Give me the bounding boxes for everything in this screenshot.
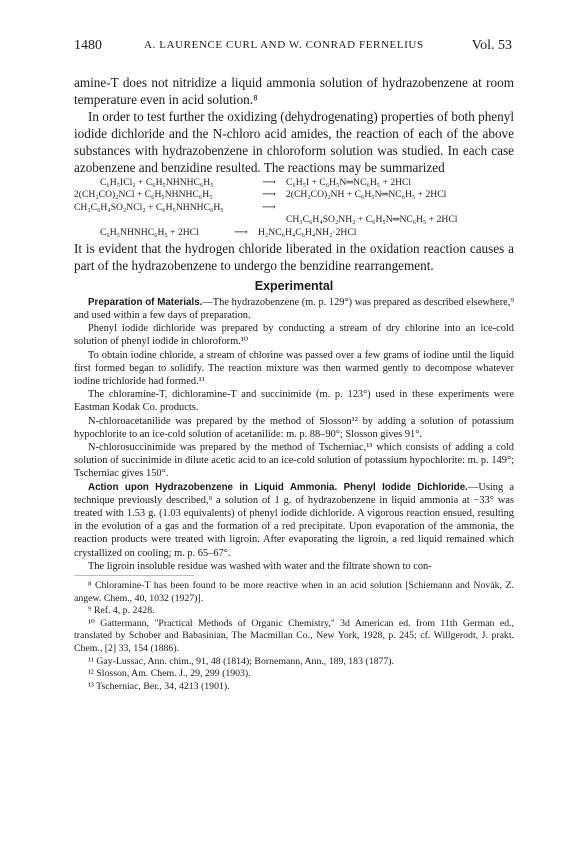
equation-row-3 — [74, 202, 514, 215]
phenyl-iodide-paragraph: Phenyl iodide dichloride was prepared by conducting a stream of dry chlorine into an ice-cold solution of phenyl iodide in chloroform.¹⁰ — [74, 323, 514, 348]
action-paragraph — [74, 481, 514, 560]
equation-row-2 — [74, 189, 514, 202]
conclusion-paragraph: It is evident that the hydrogen chloride liberated in the oxidation reaction causes a part of the hydrazobenzene to undergo the benzidine rearrangement. — [74, 240, 514, 273]
action-text: —Using a technique previously described,⁹ a solution of 1 g. of hydrazobenzene in liquid ammonia at −33° was treated with 1.53 g. (1.03 equivalents) of phenyl iodide dichloride. A vigorous reaction ensued, resulting in the evolution of a gas and the formation of a red precipitate. Upon evaporation of the ammonia, the reaction products were treated with ligroin. After evaporating the ligroin, a red liquid remained which crystallized on cooling; m. p. 65–67°. — [74, 481, 514, 559]
equation-2-left: 2(CH₂CO)₂NCl + C₆H₅NHNHC₆H₅ — [74, 189, 213, 201]
equation-4-left: C₆H₅NHNHC₆H₅ + 2HCl — [100, 226, 199, 238]
equation-3-arrow: ⟶ — [262, 201, 276, 213]
chloroacetanilide-paragraph: N-chloroacetanilide was prepared by the method of Slosson¹² by adding a solution of potassium hypochlorite to an ice-cold solution of acetanilide: m. p. 88–90°; Slosson gives 91°. — [74, 415, 514, 440]
volume-label: Vol. 53 — [471, 38, 512, 53]
intro-paragraph-1: amine-T does not nitridize a liquid ammonia solution of hydrazobenzene at room temperature even in acid solution.⁸ — [74, 75, 514, 108]
page-number: 1480 — [74, 38, 102, 53]
equation-row-4 — [74, 227, 514, 240]
equation-2-arrow: ⟶ — [262, 189, 276, 201]
footnote-8: ⁸ Chloramine-T has been found to be more reactive when in an acid solution [Schiemann and Novák, Z. angew. Chem., 40, 1032 (1927)]. — [74, 579, 514, 604]
equation-1-right: C₆H₅I + C₆H₅N═NC₆H₅ + 2HCl — [286, 176, 412, 188]
footnote-12: ¹² Slosson, Am. Chem. J., 29, 299 (1903). — [88, 668, 251, 680]
chloramine-paragraph: The chloramine-T, dichloramine-T and succinimide (m. p. 123°) used in these experiments were Eastman Kodak Co. products. — [74, 389, 514, 414]
page-body — [74, 74, 514, 693]
equation-4-arrow: ⟶ — [234, 226, 248, 238]
equation-row-3b — [74, 214, 514, 227]
action-heading: Action upon Hydrazobenzene in Liquid Ammonia. Phenyl Iodide Dichloride. — [88, 481, 468, 493]
running-authors: A. LAURENCE CURL AND W. CONRAD FERNELIUS — [144, 39, 424, 51]
footnote-9: ⁹ Ref. 4, p. 2428. — [88, 605, 155, 617]
equation-3-left: CH₃C₆H₄SO₂NCl₂ + C₆H₅NHNHC₆H₅ — [74, 201, 224, 213]
equation-3-right: CH₃C₆H₄SO₂NH₂ + C₆H₅N═NC₆H₅ + 2HCl — [286, 214, 458, 226]
footnotes — [74, 580, 514, 693]
footnote-10: ¹⁰ Gattermann, "Practical Methods of Organic Chemistry," 3d American ed. from 11th German ed., translated by Schober and Babasinian, The Macmillan Co., New York, 1928, p. 245; cf. Willgerodt, J. prakt. Chem., [2] 33, 154 (1886). — [74, 617, 514, 654]
footnote-11: ¹¹ Gay-Lussac, Ann. chim., 91, 48 (1814); Bornemann, Ann., 189, 183 (1877). — [88, 655, 394, 667]
equation-row-1 — [74, 177, 514, 190]
footnote-rule — [74, 575, 194, 576]
iodine-chloride-paragraph: To obtain iodine chloride, a stream of chlorine was passed over a few grams of iodine until the liquid first formed began to solidify. The reaction mixture was then warmed gently to decompose whatever iodine trichloride had formed.¹¹ — [74, 349, 514, 387]
equation-1-arrow: ⟶ — [262, 176, 276, 188]
preparation-heading: Preparation of Materials. — [88, 296, 203, 308]
chlorosuccinimide-paragraph: N-chlorosuccinimide was prepared by the method of Tscherniac,¹³ which consists of adding a cold solution of succinimide in dilute acetic acid to an ice-cold solution of potassium hypochlorite: m. p. 149°; Tscherniac gives 150°. — [74, 441, 514, 480]
running-header — [74, 38, 512, 58]
preparation-text: —The hydrazobenzene (m. p. 129°) was prepared as described elsewhere,⁹ and used within a few days of preparation. — [74, 296, 514, 321]
reaction-equations — [74, 177, 514, 240]
equation-2-right: 2(CH₂CO)₂NH + C₆H₅N═NC₆H₅ + 2HCl — [286, 189, 447, 201]
section-title: Experimental — [254, 278, 334, 293]
intro-paragraph-2: In order to test further the oxidizing (dehydrogenating) properties of both phenyl iodide dichloride and the N-chloro acid amides, the reaction of each of the above substances with hydrazobenzene in chloroform solution was studied. In each case azobenzene and benzidine resulted. The reactions may be summarized — [74, 109, 514, 176]
equation-1-left: C₆H₅ICl₂ + C₆H₅NHNHC₆H₅ — [100, 176, 214, 188]
preparation-paragraph — [74, 296, 514, 322]
equation-4-right: H₂NC₆H₄C₆H₄NH₂·2HCl — [258, 226, 357, 238]
ligroin-paragraph: The ligroin insoluble residue was washed with water and the filtrate shown to con- — [88, 560, 432, 572]
footnote-13: ¹³ Tscherniac, Ber., 34, 4213 (1901). — [88, 680, 230, 692]
